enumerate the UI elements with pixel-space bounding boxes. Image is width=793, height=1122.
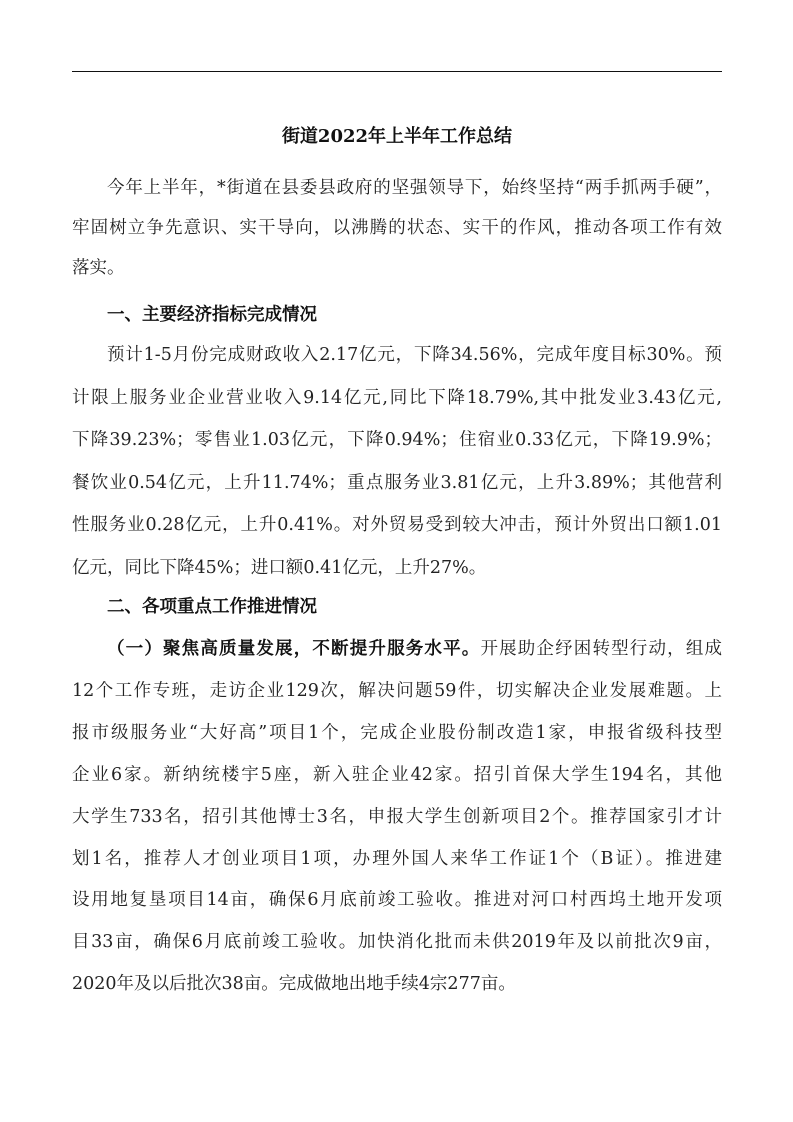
section2-paragraph xyxy=(72,629,722,1006)
subsection-heading: （一）聚焦高质量发展，不断提升服务水平。 xyxy=(107,639,481,659)
paragraph-line: 餐饮业0.54亿元，上升11.74%；重点服务业3.81亿元，上升3.89%；其他营利 xyxy=(72,472,722,493)
paragraph-line: 目33亩，确保6月底前竣工验收。加快消化批而未供2019年及以前批次9亩， xyxy=(72,932,722,953)
paragraph-line: 企业6家。新纳统楼宇5座，新入驻企业42家。招引首保大学生194名，其他 xyxy=(72,764,722,785)
paragraph-line: 设用地复垦项目14亩，确保6月底前竣工验收。推进对河口村西坞土地开发项 xyxy=(72,890,722,911)
heading-text: 二、各项重点工作推进情况 xyxy=(107,597,317,617)
paragraph-line: 下降39.23%；零售业1.03亿元，下降0.94%；住宿业0.33亿元，下降19.9%； xyxy=(72,430,722,451)
paragraph-line: 性服务业0.28亿元，上升0.41%。对外贸易受到较大冲击，预计外贸出口额1.01 xyxy=(72,515,722,536)
intro-paragraph xyxy=(72,168,722,288)
heading-text: 一、主要经济指标完成情况 xyxy=(107,305,317,325)
section1-paragraph xyxy=(72,334,722,590)
section-heading-2 xyxy=(72,586,722,628)
paragraph-line: 预计1-5月份完成财政收入2.17亿元，下降34.56%，完成年度目标30%。预 xyxy=(107,345,722,365)
paragraph-line xyxy=(72,629,722,671)
paragraph-line: 划1名，推荐人才创业项目1项，办理外国人来华工作证1个（B证）。推进建 xyxy=(72,848,722,869)
paragraph-line: 12个工作专班，走访企业129次，解决问题59件，切实解决企业发展难题。上 xyxy=(72,680,722,701)
subsection-text: 开展助企纾困转型行动，组成 xyxy=(480,639,722,659)
section-heading-1 xyxy=(72,294,722,336)
paragraph-line: 亿元，同比下降45%；进口额0.41亿元，上升27%。 xyxy=(72,557,487,578)
paragraph-line: 牢固树立争先意识、实干导向，以沸腾的状态、实干的作风，推动各项工作有效 xyxy=(72,218,722,238)
header-rule xyxy=(72,71,722,72)
paragraph-line: 大学生733名，招引其他博士3名，申报大学生创新项目2个。推荐国家引才计 xyxy=(72,806,722,827)
paragraph-line: 2020年及以后批次38亩。完成做地出地手续4宗277亩。 xyxy=(72,974,516,995)
paragraph-line: 报市级服务业“大好高”项目1个，完成企业股份制改造1家，申报省级科技型 xyxy=(72,722,722,743)
paragraph-line: 计限上服务业企业营业收入9.14亿元,同比下降18.79%,其中批发业3.43亿元, xyxy=(72,387,722,408)
paragraph-line: 今年上半年，*街道在县委县政府的坚强领导下，始终坚持“两手抓两手硬”， xyxy=(107,178,722,198)
document-title: 街道2022年上半年工作总结 xyxy=(281,126,513,147)
paragraph-line: 落实。 xyxy=(72,258,125,278)
